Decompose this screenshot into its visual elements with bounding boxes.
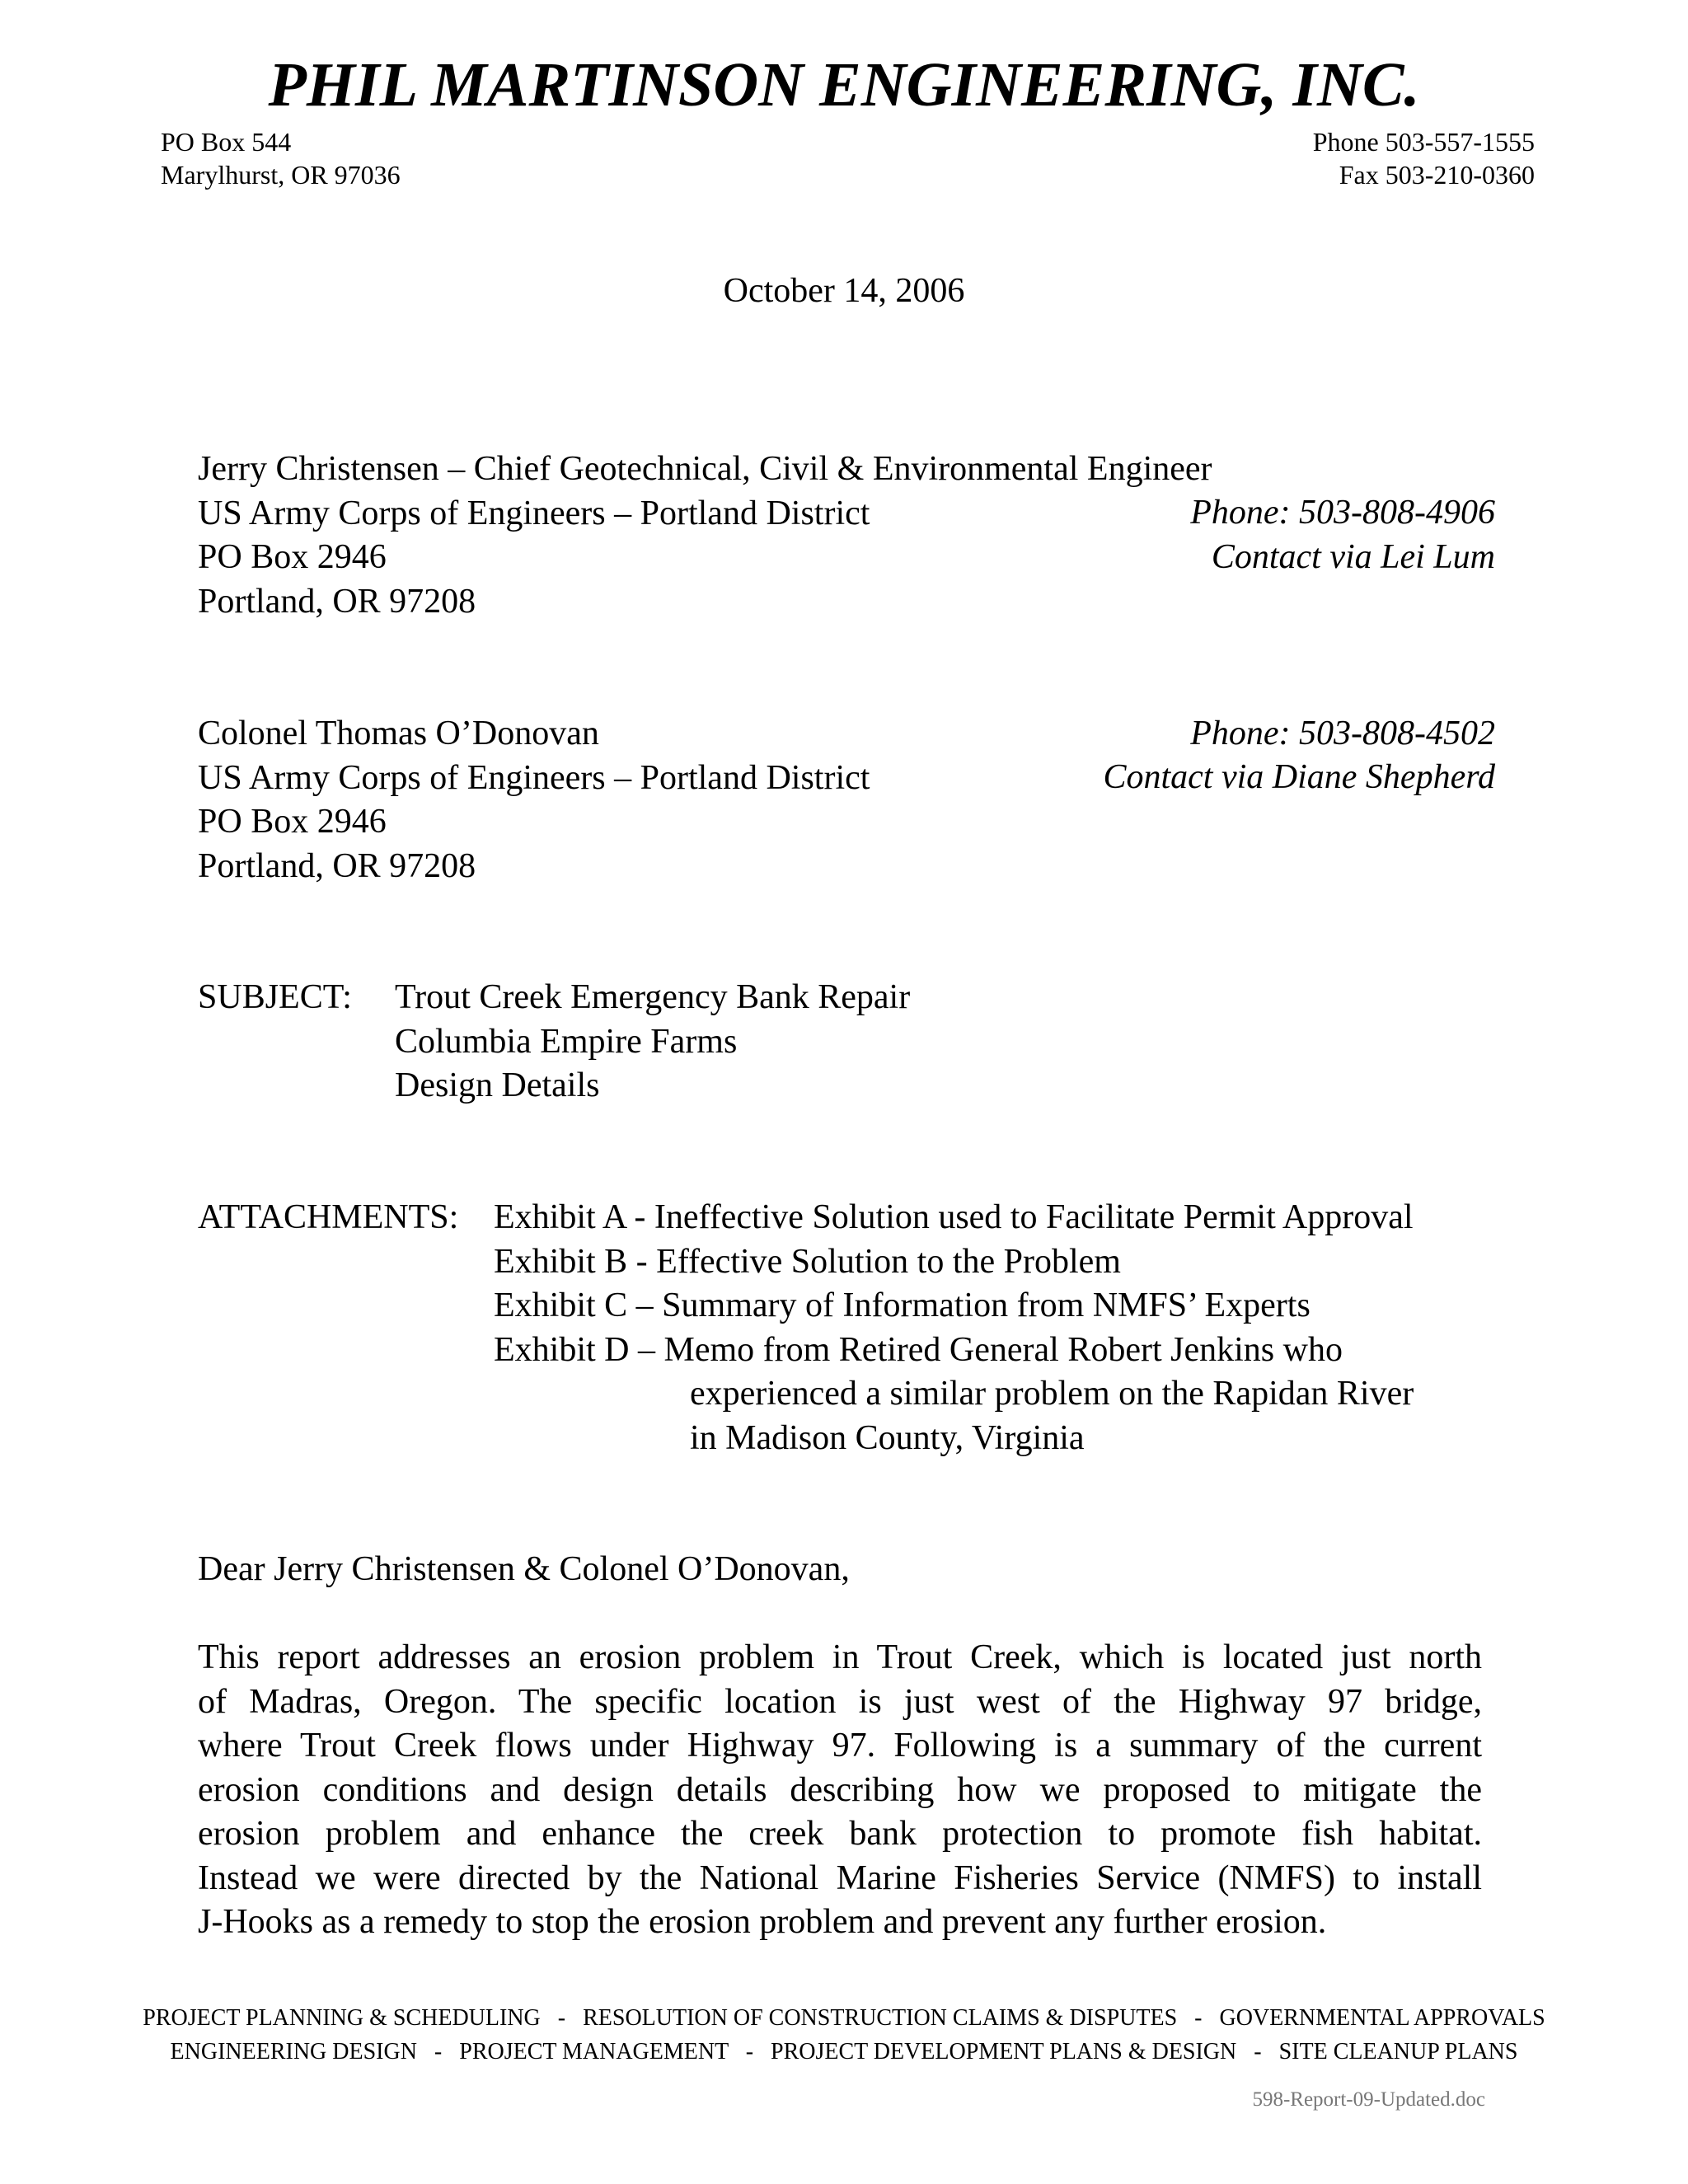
recipient-2-address: [198, 712, 870, 888]
attachment-exhibit-d: Exhibit D – Memo from Retired General Robert Jenkins who: [494, 1330, 1343, 1369]
attachment-exhibit-d-line-2: experienced a similar problem on the Rapidan River: [690, 1375, 1414, 1413]
subject-line-1: Trout Creek Emergency Bank Repair: [395, 978, 911, 1016]
attachment-exhibit-b: Exhibit B - Effective Solution to the Problem: [494, 1242, 1121, 1281]
letterhead-address: [161, 125, 401, 191]
letter-date: October 14, 2006: [723, 272, 965, 310]
paragraph-line: of Madras, Oregon. The specific location is just west of the Highway 97 bridge,: [198, 1682, 1482, 1721]
recipient-1-org: US Army Corps of Engineers – Portland District: [198, 494, 870, 532]
recipient-1-address: [198, 448, 1212, 624]
recipient-2-city: Portland, OR 97208: [198, 846, 476, 885]
paragraph-line: erosion conditions and design details describing how we proposed to mitigate the: [198, 1770, 1482, 1809]
recipient-2-name: Colonel Thomas O’Donovan: [198, 715, 599, 752]
recipient-1-name: Jerry Christensen – Chief Geotechnical, Civil & Environmental Engineer: [198, 450, 1212, 488]
recipient-1-pobox: PO Box 2946: [198, 538, 387, 576]
attachments-list: [494, 1196, 1414, 1372]
recipient-1-city: Portland, OR 97208: [198, 582, 476, 621]
company-name: PHIL MARTINSON ENGINEERING, INC.: [268, 50, 1420, 120]
recipient-1-phone: Phone: 503-808-4906: [1190, 494, 1495, 532]
body-paragraph: [198, 1636, 1482, 1945]
paragraph-line: Instead we were directed by the National Marine Fisheries Service (NMFS) to install: [198, 1858, 1482, 1897]
address-line-1: PO Box 544: [161, 127, 292, 157]
subject-lines: [395, 976, 910, 1108]
recipient-2-org: US Army Corps of Engineers – Portland District: [198, 758, 870, 797]
subject-line-3: Design Details: [395, 1066, 600, 1104]
footer-services-line-1: PROJECT PLANNING & SCHEDULING - RESOLUTION OF CONSTRUCTION CLAIMS & DISPUTES - GOVERNMENTAL APPROVALS: [143, 2005, 1545, 2031]
paragraph-line: erosion problem and enhance the creek bank protection to promote fish habitat.: [198, 1815, 1482, 1853]
paragraph-line: J-Hooks as a remedy to stop the erosion problem and prevent any further erosion.: [198, 1903, 1327, 1941]
attachment-exhibit-d-line-3: in Madison County, Virginia: [690, 1418, 1085, 1457]
recipient-2-pobox: PO Box 2946: [198, 803, 387, 841]
attachment-exhibit-d-continued: [690, 1372, 1414, 1460]
recipient-2-phone: Phone: 503-808-4502: [1190, 715, 1495, 752]
attachment-exhibit-a: Exhibit A - Ineffective Solution used to Facilitate Permit Approval: [494, 1198, 1414, 1236]
company-fax: Fax 503-210-0360: [1339, 160, 1535, 190]
salutation: Dear Jerry Christensen & Colonel O’Donovan,: [198, 1550, 850, 1588]
subject-line-2: Columbia Empire Farms: [395, 1022, 738, 1061]
recipient-1-contact: Contact via Lei Lum: [1211, 538, 1495, 576]
address-line-2: Marylhurst, OR 97036: [161, 160, 401, 190]
footer-services-line-2: ENGINEERING DESIGN - PROJECT MANAGEMENT - PROJECT DEVELOPMENT PLANS & DESIGN - SITE CLEANUP PLANS: [170, 2039, 1518, 2064]
paragraph-line: This report addresses an erosion problem in Trout Creek, which is located just north: [198, 1638, 1482, 1676]
attachments-label: ATTACHMENTS:: [198, 1198, 459, 1236]
paragraph-line: where Trout Creek flows under Highway 97. Following is a summary of the current: [198, 1727, 1482, 1765]
recipient-2-contact: Contact via Diane Shepherd: [1103, 758, 1495, 796]
company-phone: Phone 503-557-1555: [1312, 127, 1535, 157]
subject-label: SUBJECT:: [198, 978, 352, 1016]
document-filename: 598-Report-09-Updated.doc: [1252, 2088, 1485, 2111]
letterhead-contact: [1313, 125, 1535, 191]
attachment-exhibit-c: Exhibit C – Summary of Information from NMFS’ Experts: [494, 1286, 1311, 1324]
